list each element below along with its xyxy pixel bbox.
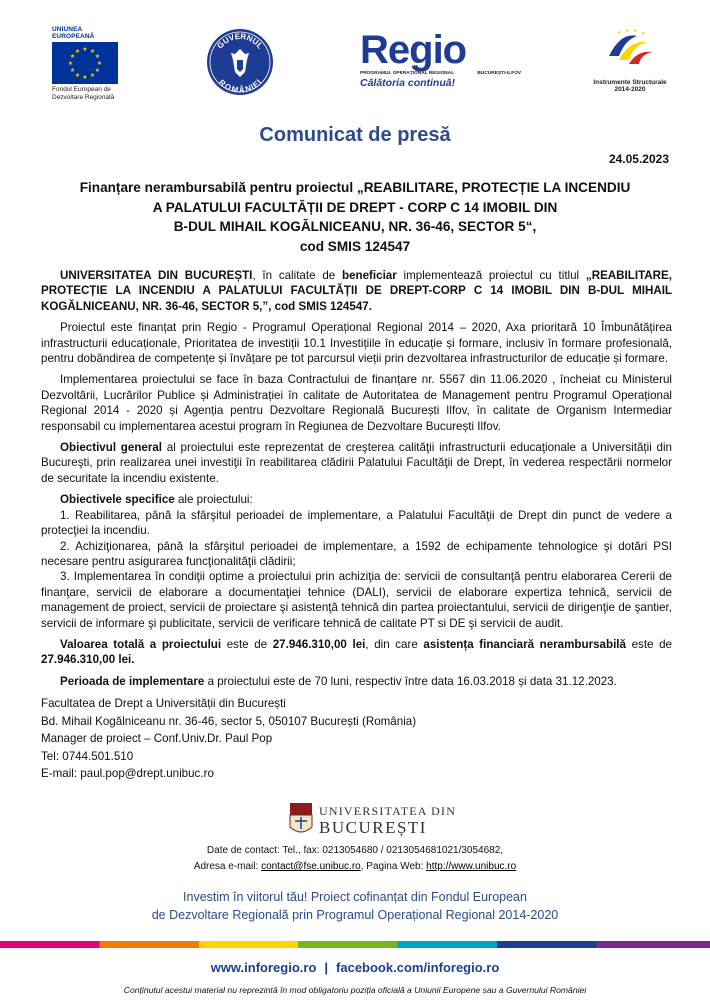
inforegio-link[interactable]: www.inforegio.ro [210,960,317,975]
period-paragraph [41,674,672,689]
svg-text:★: ★ [82,74,88,81]
links-separator: | [324,960,329,975]
objective-item: 2. Achiziţionarea, până la sfârşitul perioadei de implementare, a 1592 de echipamente tehnologice şi dotări PSI necesare pentru asigurarea funcţionalităţii clădirii; [41,539,672,568]
heading-line-2: A PALATULUI FACULTĂȚII DE DREPT - CORP C 14 IMOBIL DIN [152,199,558,215]
regio-subtitle [360,71,522,76]
svg-text:★: ★ [617,30,622,36]
svg-text:★: ★ [74,72,81,79]
eu-logo-bottom-text [52,86,124,102]
grant-label: asistența financiară nerambursabilă [423,637,626,651]
regio-logo [360,28,522,100]
contact-email[interactable]: E-mail: paul.pop@drept.unibuc.ro [41,767,214,781]
period-text: a proiectului este de 70 luni, respectiv între data 16.03.2018 și data 31.12.2023. [204,674,617,688]
structural-instruments-icon [603,26,657,74]
beneficiary-role: beneficiar [341,269,397,282]
regio-tagline: Călătoria continuă! [360,77,456,89]
regio-sub-right: BUCUREȘTI-ILFOV [477,71,522,76]
general-objective-text: al proiectului este reprezentat de creşterea calităţii infrastructurii educaţionale a Universității din Bucureşti, prin realizarea unei investiţii în reabilitarea clădirii Palatului Facultăţii de Drept, în vederea respectării normelor de securitate la incendiu existente. [41,441,672,485]
university-crest-icon [290,803,312,832]
university-logo-line-2: BUCUREȘTI [319,818,427,837]
heading-line-1: Finanțare nerambursabilă pentru proiectul „REABILITARE, PROTECȚIE LA INCENDIU [79,180,631,195]
invest-line-1: Investim în viitorul tău! Proiect cofinanțat din Fondul European [183,890,527,904]
svg-text:★: ★ [67,60,74,67]
press-body [41,268,672,783]
footer-email-link[interactable]: contact@fse.unibuc.ro [261,861,361,872]
contact-address: Bd. Mihail Kogălniceanu nr. 36-46, sector 5, 050107 București (România) [41,714,417,728]
structural-instruments-logo [585,26,675,98]
intro-paragraph [41,268,672,314]
specific-objectives-text: ale proiectului: [174,493,253,507]
university-logo-line-1: UNIVERSITATEA DIN [319,804,457,818]
financing-paragraph: Proiectul este finanțat prin Regio - Programul Operațional Regional 2014 – 2020, Axa prioritară 10 Îmbunătățirea infrastructurii educaționale, Prioritatea de investiții 10.1 Investițiile în educație și formare, inclusiv în formare profesională, pentru dobândirea de competențe și învățare pe tot parcursul vieții prin dezvoltarea infrastructurilor de educație și formare. [41,321,672,366]
page-title: Comunicat de presă [259,124,451,146]
intro-text-2: implementează proiectul cu titlul [396,269,586,282]
regio-sub-left: PROGRAMUL OPERAȚIONAL REGIONAL [360,71,455,76]
footer-contact-line-1: Date de contact: Tel., fax: 0213054680 / 0213054681021/3054682, [206,845,504,856]
eu-logo [52,26,124,102]
government-seal-logo [205,27,275,97]
total-value-text-2: , din care [365,637,424,651]
footer-contact-line-2 [0,859,710,875]
objective-item: 1. Reabilitarea, până la sfârşitul perioadei de implementare, a Palatului Facultăţii de Drept din punct de vedere a protecţiei la incendiu. [41,508,672,538]
contact-block [41,695,672,783]
svg-text:★: ★ [69,67,76,74]
heading-line-3: B-DUL MIHAIL KOGĂLNICEANU, NR. 36-46, SECTOR 5“, [173,219,537,234]
contact-phone: Tel: 0744.501.510 [41,749,134,763]
press-date: 24.05.2023 [608,152,669,166]
svg-text:★: ★ [94,67,101,74]
implementation-paragraph: Implementarea proiectului se face în baza Contractului de finanțare nr. 5567 din 11.06.2020 , încheiat cu Ministerul Dezvoltării, Lucrărilor Publice și Administrației în calitate de Autoritatea de Management pentru Programul Operațional Regional 2014 - 2020 și Agenția pentru Dezvoltare Regională București Ilfov, în calitate de Organism Intermediar responsabil cu implementarea acestui program în Regiunea de Dezvoltare București Ilfov. [41,373,672,433]
university-logo [0,799,710,841]
invest-slogan [0,888,710,924]
objective-item: 3. Implementarea în condiţii optime a proiectului prin achiziţia de: servicii de consultanţă pentru elaborarea Cererii de finanţare, servicii de elaborare a documentaţiei tehnice (DALI), servicii de elaborare expertiza tehnică, servicii de management de proiect, servicii de proiectare şi asistenţă tehnică din partea proiectantului, servicii de dirigenţie de şantier, servicii de informare şi publicitate, servicii de verificare tehnică de calitate PT si DE şi servicii de audit. [41,570,672,630]
svg-text:★: ★ [96,60,103,67]
general-objective-label: Obiectivul general [60,441,163,455]
intro-text-1: , în calitate de [252,269,342,282]
project-heading [40,178,670,256]
svg-text:★: ★ [89,48,96,55]
beneficiary-name: UNIVERSITATEA DIN BUCUREȘTI [60,269,253,282]
gov-seal-bottom-text: ROMÂNIEI [217,77,264,95]
period-label: Perioada de implementare [60,674,205,688]
invest-line-2: de Dezvoltare Regională prin Programul Operațional Regional 2014-2020 [151,908,559,922]
heading-line-4: cod SMIS 124547 [299,238,411,254]
logo-strip [0,22,710,102]
eu-logo-top-text: UNIUNEA EUROPEANĂ [52,26,95,40]
eu-flag-icon [52,42,118,84]
contact-manager: Manager de proiect – Conf.Univ.Dr. Paul Pop [41,732,273,746]
total-value-amount: 27.946.310,00 lei [272,637,366,651]
total-value-text-3: este de [625,637,672,651]
svg-text:★: ★ [69,53,76,60]
regio-word-text: Regio [360,28,467,72]
footer-web-link[interactable]: http://www.unibuc.ro [426,861,517,872]
gov-seal-top-text: GUVERNUL [215,31,265,51]
svg-text:★: ★ [94,53,101,60]
total-value-paragraph [41,637,672,668]
general-objective-paragraph [41,440,672,486]
svg-text:★: ★ [641,31,646,37]
svg-text:★: ★ [82,46,88,53]
rainbow-divider [0,941,710,948]
footer-web-label: , Pagina Web: [360,861,427,872]
total-value-label: Valoarea totală a proiectului [60,637,222,651]
eu-fund-line-2: Dezvoltare Regională [52,94,115,101]
grant-amount: 27.946.310,00 lei. [41,653,135,667]
is-text-line-2: 2014-2020 [614,86,646,93]
svg-text:★: ★ [74,48,81,55]
facebook-link[interactable]: facebook.com/inforegio.ro [336,960,500,975]
footer-links [0,960,710,975]
svg-text:★: ★ [633,28,638,34]
specific-objectives-block [41,492,672,631]
specific-objectives-label: Obiectivele specifice [60,493,175,507]
svg-text:★: ★ [89,72,96,79]
total-value-text-1: este de [221,637,273,651]
disclaimer: Conținutul acestui material nu reprezintă în mod obligatoriu poziția oficială a Uniunii Europene sau a Guvernului României [123,985,587,995]
eu-fund-line-1: Fondul European de [52,86,111,93]
footer-contact [0,843,710,875]
specific-objectives-intro [41,492,672,507]
regio-wordmark [360,30,492,70]
project-title-bold: „REABILITARE, PROTECȚIE LA INCENDIU A PALATULUI FACULTĂȚII DE DREPT-CORP C 14 IMOBIL DIN B-DUL MIHAIL KOGĂLNICEANU, NR. 36-46, SECTOR 5,”, cod SMIS 124547. [41,269,672,313]
is-text-line-1: Instrumente Structurale [593,79,667,86]
contact-faculty: Facultatea de Drept a Universității din București [41,697,286,711]
footer-email-label: Adresa e-mail: [193,861,262,872]
svg-text:★: ★ [625,28,630,34]
